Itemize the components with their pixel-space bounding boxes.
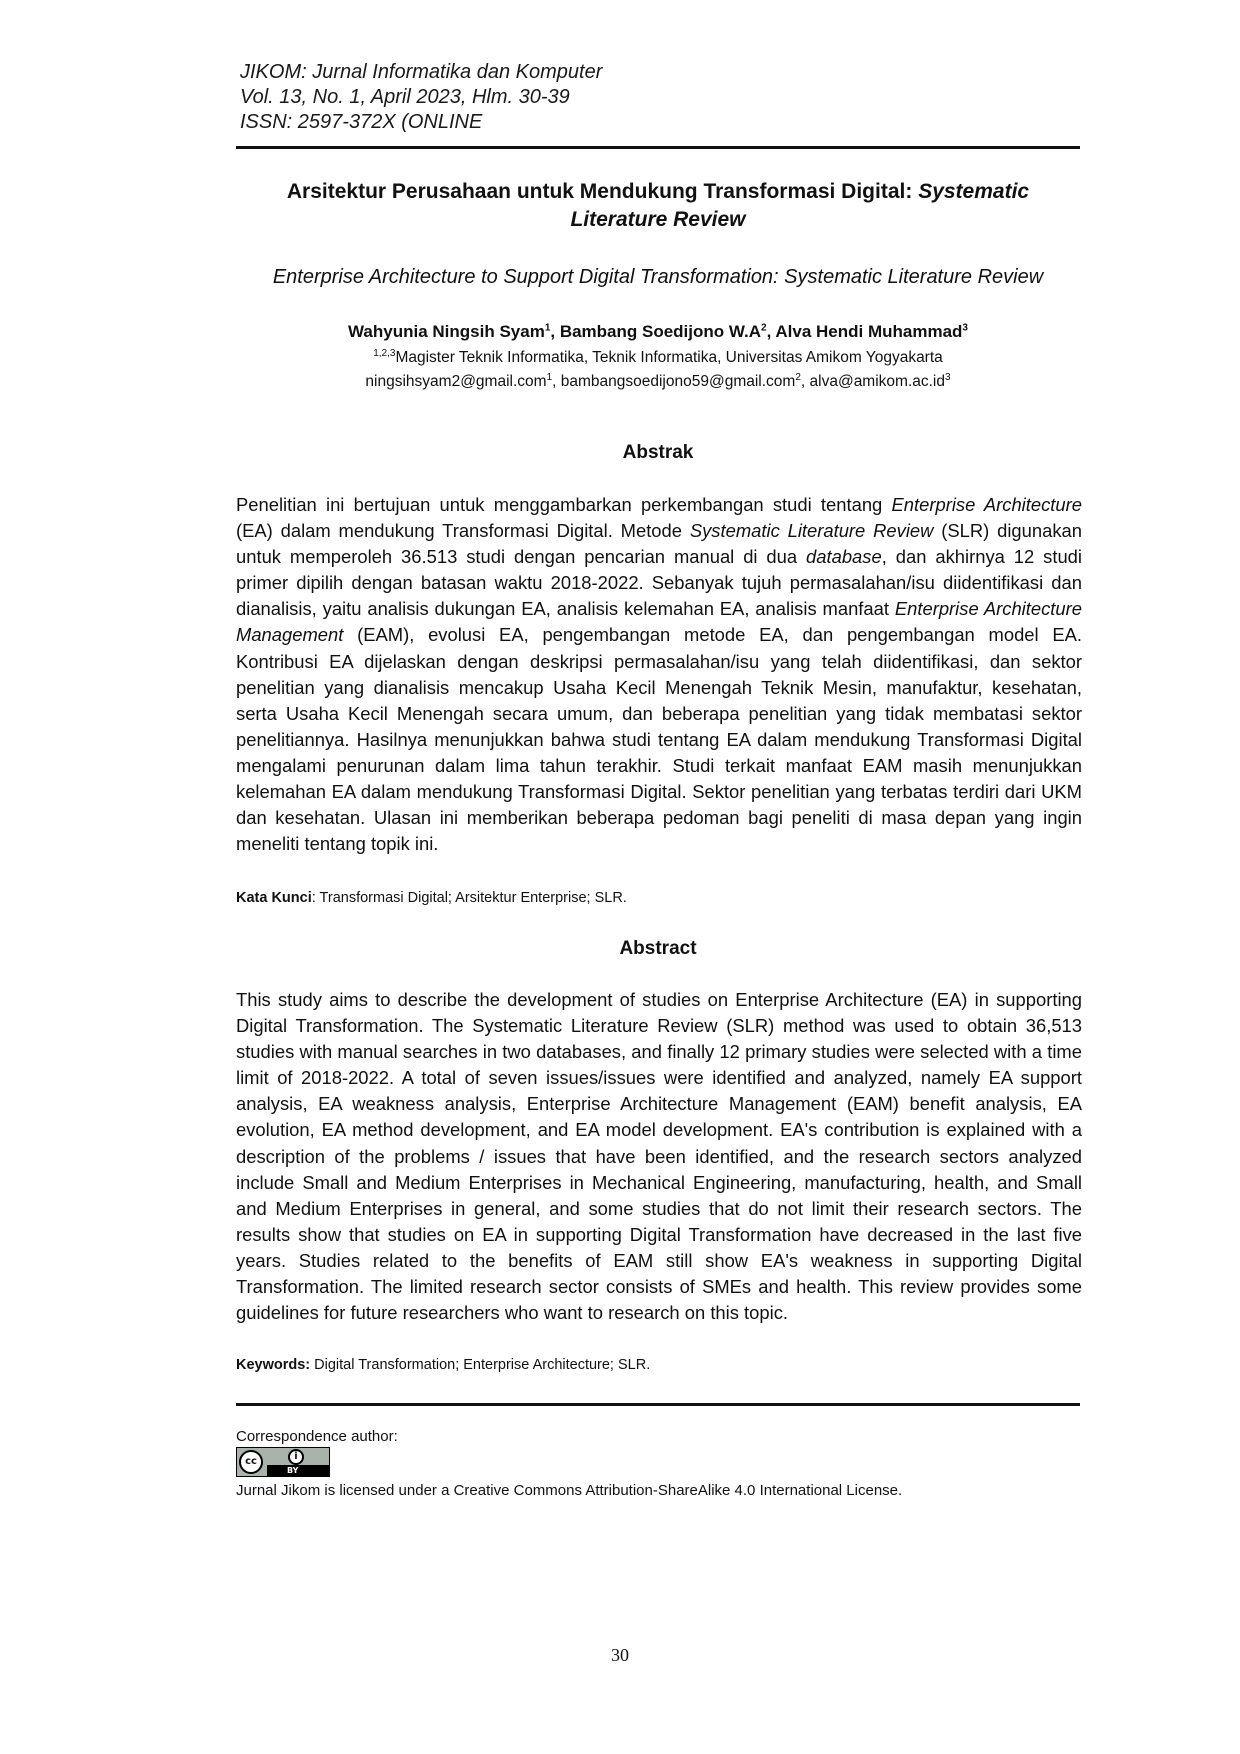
- author-list: Wahyunia Ningsih Syam$^1$, Bambang Soedijono $W.A^2$, Alva Hendi Muhammad$^3$: [348, 322, 968, 341]
- abstrak-heading: Abstrak: [622, 442, 694, 463]
- paper-title-indonesian: [236, 178, 1080, 234]
- title-main: Arsitektur Perusahaan untuk Mendukung Transformasi Digital:: [286, 180, 919, 203]
- page-number: 30: [611, 1645, 629, 1665]
- journal-issn: ISSN: 2597-372X (ONLINE: [240, 111, 483, 133]
- journal-volume: Vol. 13, No. 1, April 2023, Hlm. 30-39: [240, 86, 570, 108]
- abstrak-body: Penelitian ini bertujuan untuk menggambarkan perkembangan studi tentang Enterprise Architecture (EA) dalam mendukung Transformasi Digital. Metode Systematic Literature Review (SLR) digunakan untuk memperoleh 36.513 studi dengan pencarian manual di dua database, dan akhirnya 12 studi primer dipilih dengan batasan waktu 2018-2022. Sebanyak tujuh permasalahan/isu diidentifikasi dan dianalisis, yaitu analisis dukungan EA, analisis kelemahan EA, analisis manfaat Enterprise Architecture Management (EAM), evolusi EA, pengembangan metode EA, dan pengembangan model EA. Kontribusi EA dijelaskan dengan deskripsi permasalahan/isu yang telah diidentifikasi, dan sektor penelitian yang dianalisis mencakup Usaha Kecil Menengah Teknik Mesin, manufaktur, kesehatan, serta Usaha Kecil Menengah secara umum, dan beberapa penelitian yang tidak membatasi sektor penelitiannya. Hasilnya menunjukkan bahwa studi tentang EA dalam mendukung Transformasi Digital mengalami penurunan dalam lima tahun terakhir. Studi terkait manfaat EAM masih menunjukkan kelemahan EA dalam mendukung Transformasi Digital. Sektor penelitian yang terbatas terdiri dari UKM dan kesehatan. Ulasan ini memberikan beberapa pedoman bagi peneliti di masa depan yang ingin meneliti tentang topik ini.: [236, 494, 1083, 855]
- keywords: [236, 1355, 1080, 1375]
- author-1: Wahyunia Ningsih Syam: [348, 322, 545, 341]
- journal-header: [240, 60, 602, 135]
- email-3[interactable]: , alva@amikom.ac.id: [800, 373, 945, 390]
- header-rule: [236, 146, 1080, 149]
- author-3: , Alva Hendi Muhammad: [766, 322, 963, 341]
- title-italic: Systematic Literature Review: [570, 180, 1030, 231]
- cc-by-label: BY: [287, 1466, 299, 1475]
- creative-commons-by-icon[interactable]: [236, 1447, 330, 1477]
- keywords-text: Digital Transformation; Enterprise Architecture; SLR.: [310, 1357, 651, 1373]
- abstract-heading: Abstract: [619, 938, 697, 959]
- author-emails: ningsihsyam2@gmail.com$^1$, bambangsoedijono59@gmail.com$^2$, $alva@amikom.ac.id^3$: [365, 371, 951, 390]
- paper-title-english: Enterprise Architecture to Support Digital Transformation: Systematic Literature Review: [272, 266, 1044, 288]
- correspondence-label: Correspondence author:: [236, 1428, 398, 1445]
- kata-kunci: [236, 888, 1080, 908]
- affiliation: $^{1,2,3}$Magister Teknik Informatika, Teknik Informatika, Universitas Amikom Yogyakarta: [373, 347, 943, 366]
- email-2[interactable]: , bambangsoedijono59@gmail.com: [552, 373, 796, 390]
- kata-kunci-label: Kata Kunci: [236, 890, 312, 906]
- license-text: Jurnal Jikom is licensed under a Creative Commons Attribution-ShareAlike 4.0 International License.: [236, 1482, 903, 1499]
- author-2: , Bambang Soedijono W.A: [550, 322, 761, 341]
- attribution-person-icon: i: [288, 1449, 304, 1465]
- cc-logo-icon: cc: [239, 1450, 263, 1474]
- kata-kunci-text: : Transformasi Digital; Arsitektur Enterprise; SLR.: [311, 890, 627, 906]
- abstract-body: This study aims to describe the development of studies on Enterprise Architecture (EA) in supporting Digital Transformation. The Systematic Literature Review (SLR) method was used to obtain 36,513 studies with manual searches in two databases, and finally 12 primary studies were selected with a time limit of 2018-2022. A total of seven issues/issues were identified and analyzed, namely EA support analysis, EA weakness analysis, Enterprise Architecture Management (EAM) benefit analysis, EA evolution, EA method development, and EA model development. EA's contribution is explained with a description of the problems / issues that have been identified, and the research sectors analyzed include Small and Medium Enterprises in Mechanical Engineering, manufacturing, health, and Small and Medium Enterprises in general, and some studies that do not limit their research sectors. The results show that studies on EA in supporting Digital Transformation have decreased in the last five years. Studies related to the benefits of EAM still show EA's weakness in supporting Digital Transformation. The limited research sector consists of SMEs and health. This review provides some guidelines for future researchers who want to research on this topic.: [236, 989, 1082, 1324]
- footer-rule: [236, 1403, 1080, 1406]
- email-1[interactable]: ningsihsyam2@gmail.com: [365, 373, 547, 390]
- journal-name: JIKOM: Jurnal Informatika dan Komputer: [240, 61, 603, 83]
- keywords-label: Keywords:: [236, 1357, 311, 1373]
